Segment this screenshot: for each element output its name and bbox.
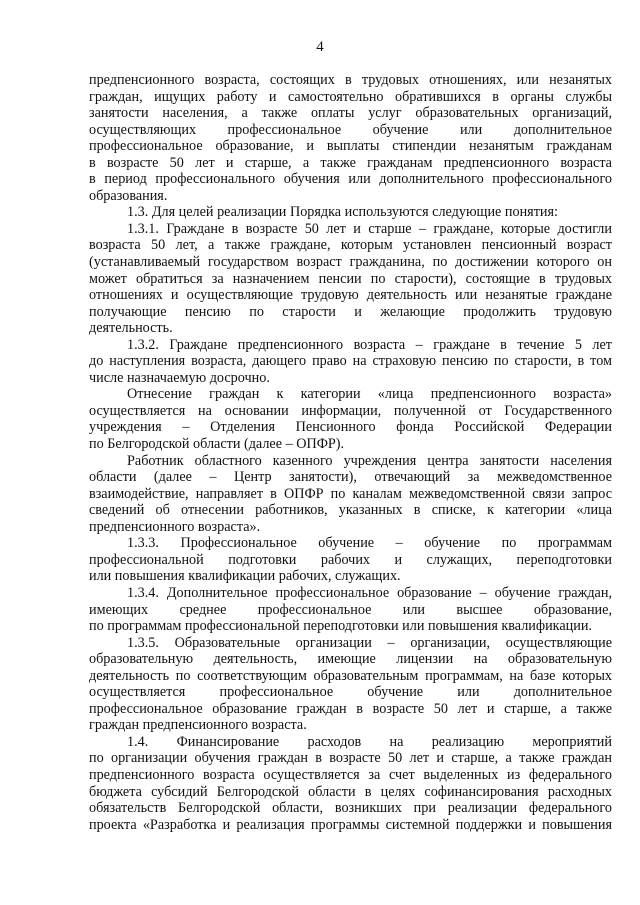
text-line: имеющих среднее профессиональное или высшее образование, — [89, 601, 612, 618]
text-line: профессиональное образование, и выплаты стипендии незанятым гражданам — [89, 138, 612, 155]
text-line: может обратиться за назначением пенсии по старости), состоящие в трудовых — [89, 270, 612, 287]
text-line: занятости населения, а также оплаты услуг образовательных организаций, — [89, 105, 612, 122]
text-line: проекта «Разработка и реализация программы системной поддержки и повышения — [89, 816, 612, 833]
text-line: 1.3.3. Профессиональное обучение – обучение по программам — [127, 535, 612, 552]
text-line: отношениях и осуществляющие трудовую деятельность или незанятые граждане — [89, 287, 612, 304]
text-line: в возрасте 50 лет и старше, а также гражданам предпенсионного возраста — [89, 154, 612, 171]
text-line: деятельность по соответствующим образовательным программам, на базе которых — [89, 667, 612, 684]
text-line: взаимодействие, направляет в ОПФР по каналам межведомственной связи запрос — [89, 485, 612, 502]
text-line: числе назначаемую досрочно. — [89, 369, 270, 386]
text-line: предпенсионного возраста осуществляется за счет выделенных из федерального — [89, 766, 612, 783]
text-line: (устанавливаемый государством возраст гражданина, по достижении которого он — [89, 254, 612, 271]
text-line: или повышения квалификации рабочих, служащих. — [89, 568, 401, 585]
text-line: до наступления возраста, дающего право на страховую пенсию по старости, в том — [89, 353, 612, 370]
text-line: 1.3.4. Дополнительное профессиональное образование – обучение граждан, — [127, 584, 612, 601]
text-line: Отнесение граждан к категории «лица предпенсионного возраста» — [127, 386, 612, 403]
text-line: образовательную деятельность, имеющие лицензии на образовательную — [89, 651, 612, 668]
text-line: Работник областного казенного учреждения центра занятости населения — [127, 452, 612, 469]
text-line: образования. — [89, 187, 168, 204]
text-line: в период профессионального обучения или дополнительного профессионального — [89, 171, 612, 188]
text-line: деятельность. — [89, 320, 173, 337]
text-line: бюджета субсидий Белгородской области в целях софинансирования расходных — [89, 783, 612, 800]
text-line: профессиональной подготовки рабочих и служащих, переподготовки — [89, 551, 612, 568]
text-line: сведений об отнесении работников, указанных в списке, к категории «лица — [89, 502, 612, 519]
text-line: 1.3.2. Граждане предпенсионного возраста – граждане в течение 5 лет — [127, 336, 612, 353]
text-line: граждан предпенсионного возраста. — [89, 717, 307, 734]
text-line: осуществляющих профессиональное обучение или дополнительное — [89, 121, 612, 138]
text-line: предпенсионного возраста, состоящих в трудовых отношениях, или незанятых — [89, 72, 612, 88]
text-line: области (далее – Центр занятости), отвечающий за межведомственное — [89, 469, 612, 486]
text-line: получающие пенсию по старости и желающие продолжить трудовую — [89, 303, 612, 320]
text-line: по Белгородской области (далее – ОПФР). — [89, 436, 345, 453]
text-line: 1.3. Для целей реализации Порядка используются следующие понятия: — [127, 204, 558, 221]
text-line: по программам профессиональной переподготовки или повышения квалификации. — [89, 618, 592, 635]
text-line: 1.4. Финансирование расходов на реализацию мероприятий — [127, 733, 612, 750]
text-line: учреждения – Отделения Пенсионного фонда Российской Федерации — [89, 419, 612, 436]
text-line: осуществляется на основании информации, полученной от Государственного — [89, 402, 612, 419]
text-line: 1.3.1. Граждане в возрасте 50 лет и старше – граждане, которые достигли — [127, 220, 612, 237]
text-line: обязательств Белгородской области, возникших при реализации федерального — [89, 800, 612, 817]
text-line: 1.3.5. Образовательные организации – организации, осуществляющие — [127, 634, 612, 651]
text-line: по организации обучения граждан в возрасте 50 лет и старше, а также граждан — [89, 750, 612, 767]
page-number: 4 — [316, 39, 324, 55]
text-line: граждан, ищущих работу и самостоятельно обратившихся в органы службы — [89, 88, 612, 105]
text-line: предпенсионного возраста». — [89, 518, 261, 535]
document-body — [89, 72, 612, 833]
text-line: возраста 50 лет, а также граждане, которым установлен пенсионный возраст — [89, 237, 612, 254]
text-line: профессиональное образование граждан в возрасте 50 лет и старше, а также — [89, 700, 612, 717]
text-line: осуществляется профессиональное обучение или дополнительное — [89, 684, 612, 701]
